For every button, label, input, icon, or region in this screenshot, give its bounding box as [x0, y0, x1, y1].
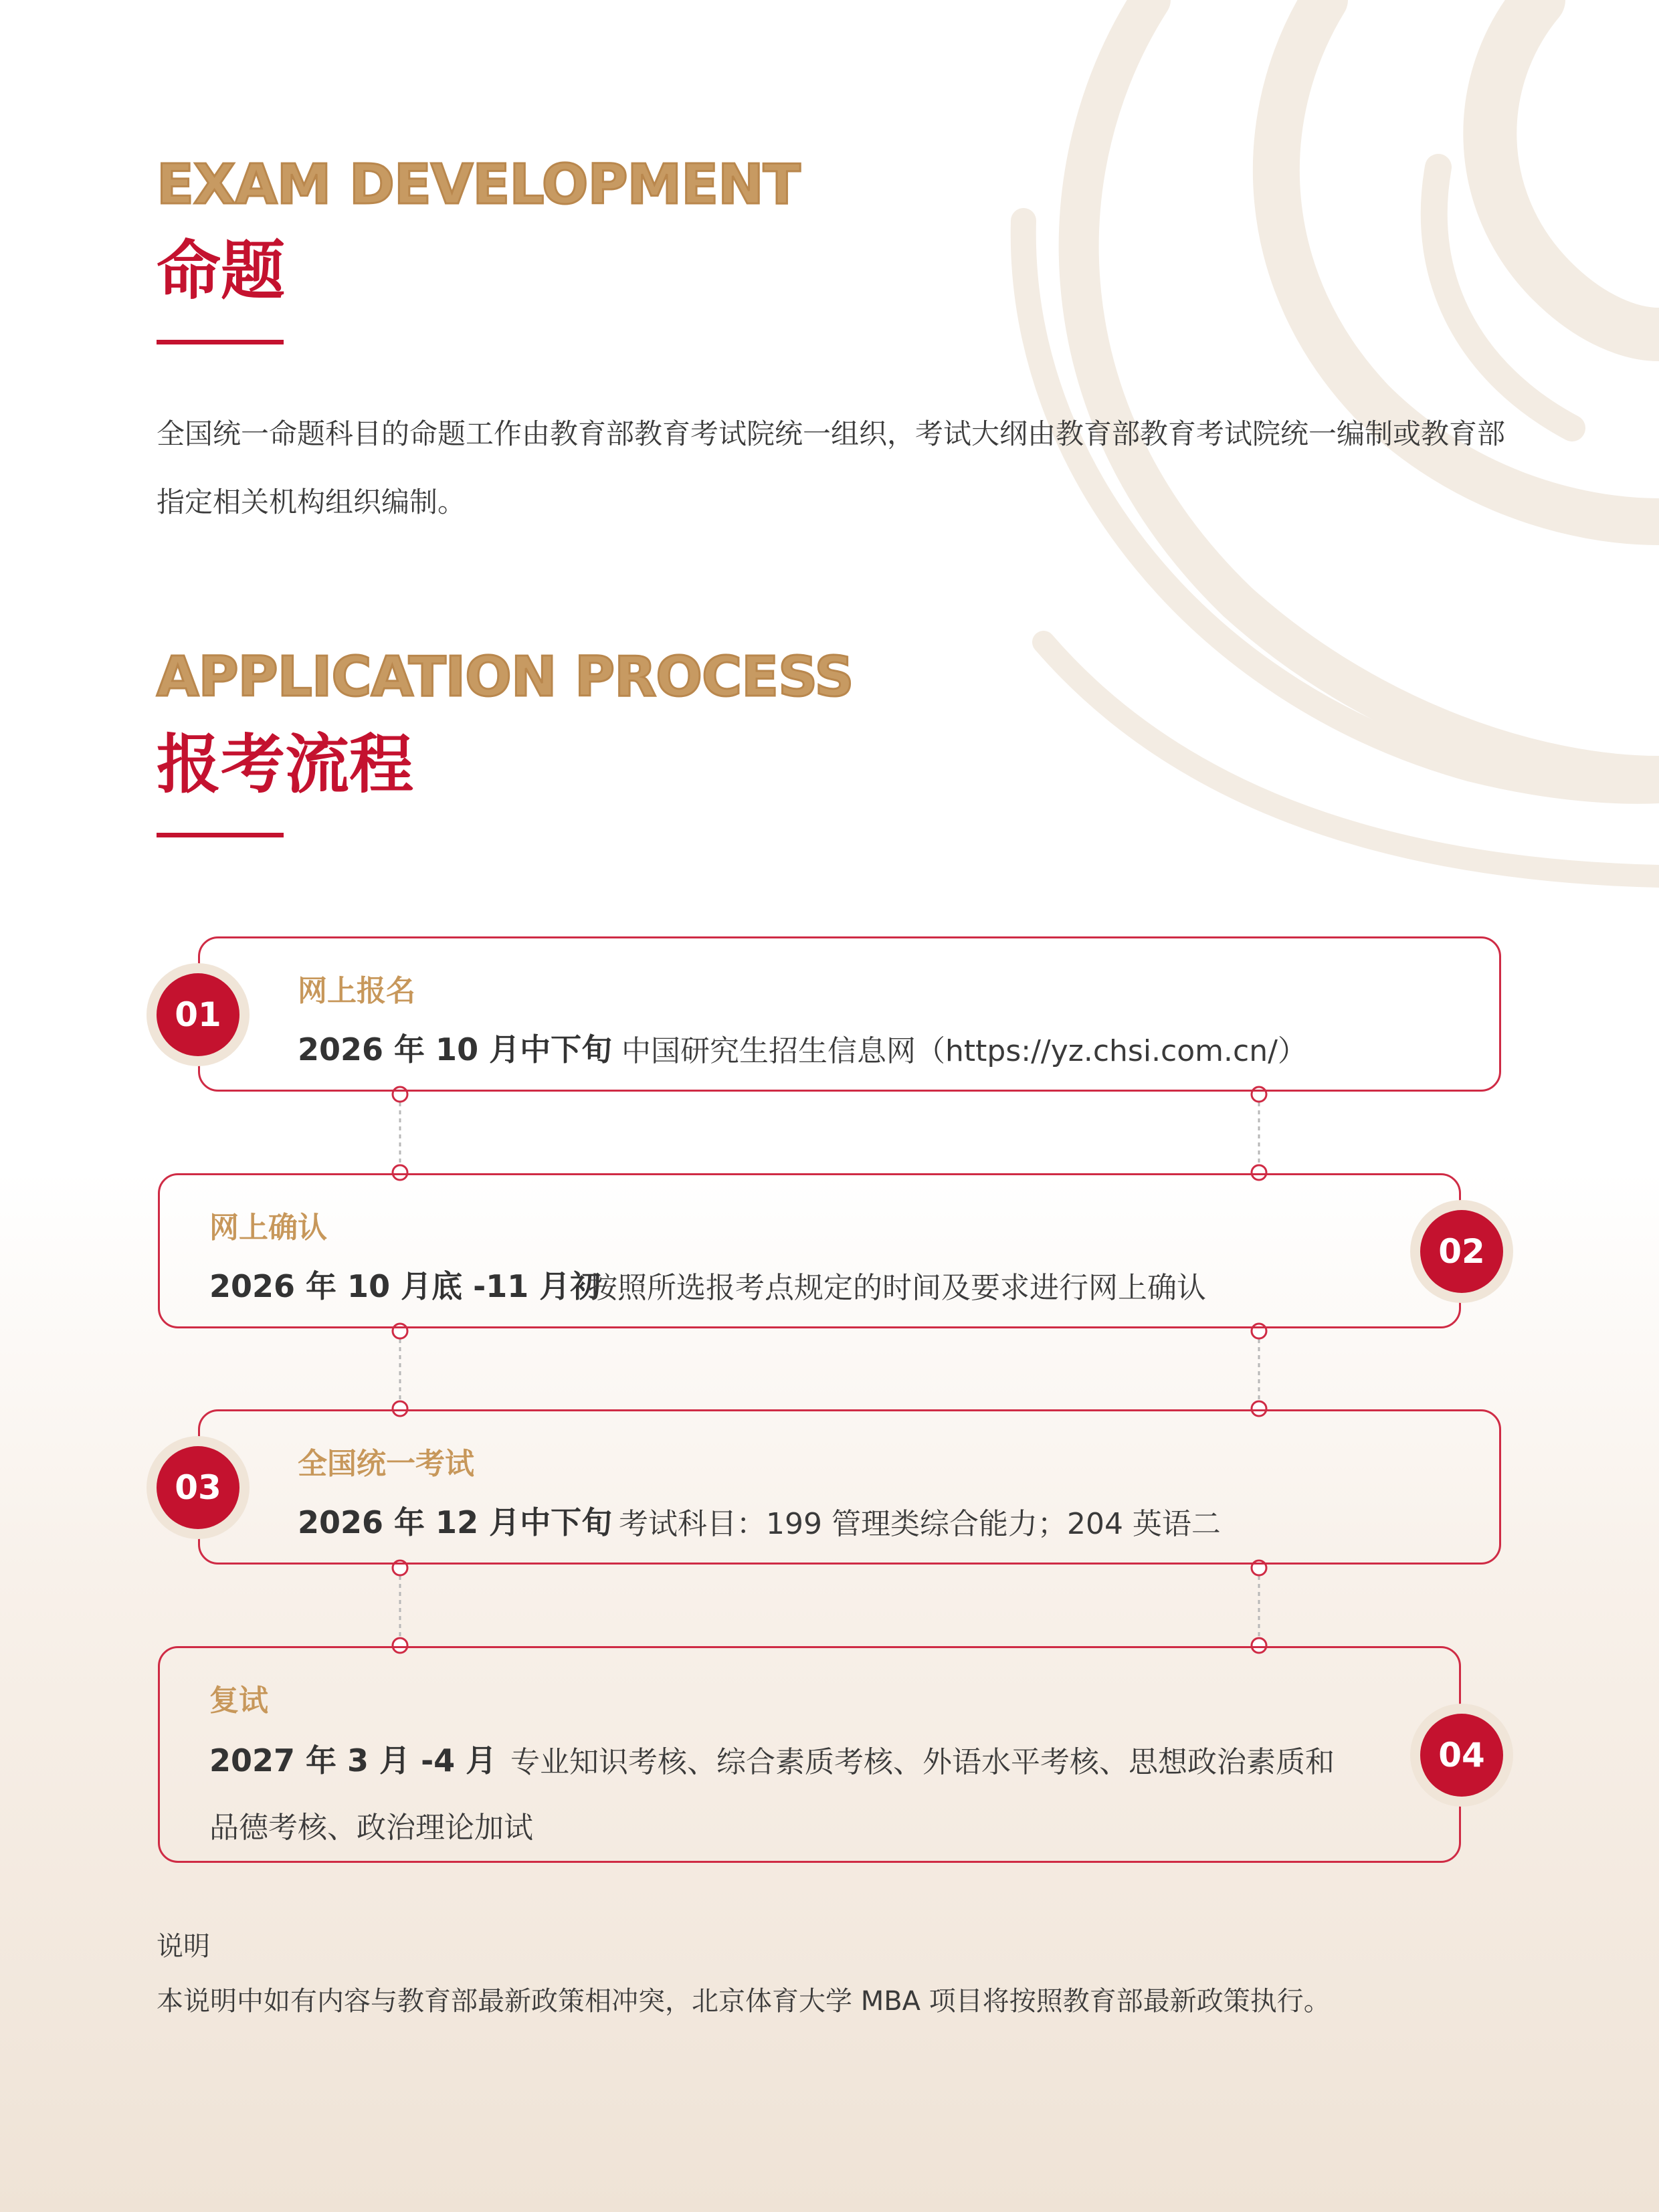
step-number-badge	[1410, 1704, 1513, 1807]
step-description: 中国研究生招生信息网（https://yz.chsi.com.cn/）	[621, 1034, 1307, 1068]
title-underline	[157, 833, 284, 837]
step-description-line-2: 品德考核、政治理论加试	[209, 1811, 533, 1845]
step-date: 2026 年 10 月底 -11 月初	[209, 1268, 601, 1304]
exam-development-paragraph: 全国统一命题科目的命题工作由教育部教育考试院统一组织，考试大纲由教育部教育考试院统一编制或教育部指定相关机构组织编制。	[157, 417, 1506, 518]
step-description-line-1: 专业知识考核、综合素质考核、外语水平考核、思想政治素质和	[510, 1745, 1335, 1779]
step-number: 04	[1420, 1714, 1503, 1797]
step-date: 2027 年 3 月 -4 月	[209, 1742, 497, 1779]
step-description: 考试科目：199 管理类综合能力；204 英语二	[619, 1507, 1221, 1541]
step-title: 全国统一考试	[298, 1447, 474, 1481]
note-text: 本说明中如有内容与教育部最新政策相冲突，北京体育大学 MBA 项目将按照教育部最新政策执行。	[157, 1986, 1331, 2017]
step-title: 复试	[209, 1684, 268, 1718]
step-card-4	[158, 1646, 1461, 1863]
step-number: 01	[157, 973, 239, 1056]
step-number-badge	[1410, 1200, 1513, 1303]
exam-development-cn-title: 命题	[157, 233, 285, 308]
step-card-3	[198, 1409, 1501, 1565]
step-date: 2026 年 12 月中下旬	[298, 1504, 613, 1540]
step-number-badge	[147, 963, 250, 1066]
title-underline	[157, 340, 284, 344]
step-description: 按照所选报考点规定的时间及要求进行网上确认	[588, 1271, 1206, 1305]
step-date: 2026 年 10 月中下旬	[298, 1031, 613, 1068]
step-title: 网上报名	[298, 974, 415, 1008]
step-number: 03	[157, 1446, 239, 1529]
step-card-2	[158, 1173, 1461, 1328]
note-label: 说明	[157, 1931, 210, 1962]
step-number-badge	[147, 1436, 250, 1539]
step-number: 02	[1420, 1210, 1503, 1293]
application-process-heading: APPLICATION PROCESS	[157, 645, 854, 709]
application-process-cn-title: 报考流程	[157, 727, 413, 802]
step-card-1	[198, 936, 1501, 1092]
step-title: 网上确认	[209, 1211, 327, 1245]
exam-development-heading: EXAM DEVELOPMENT	[157, 153, 800, 217]
